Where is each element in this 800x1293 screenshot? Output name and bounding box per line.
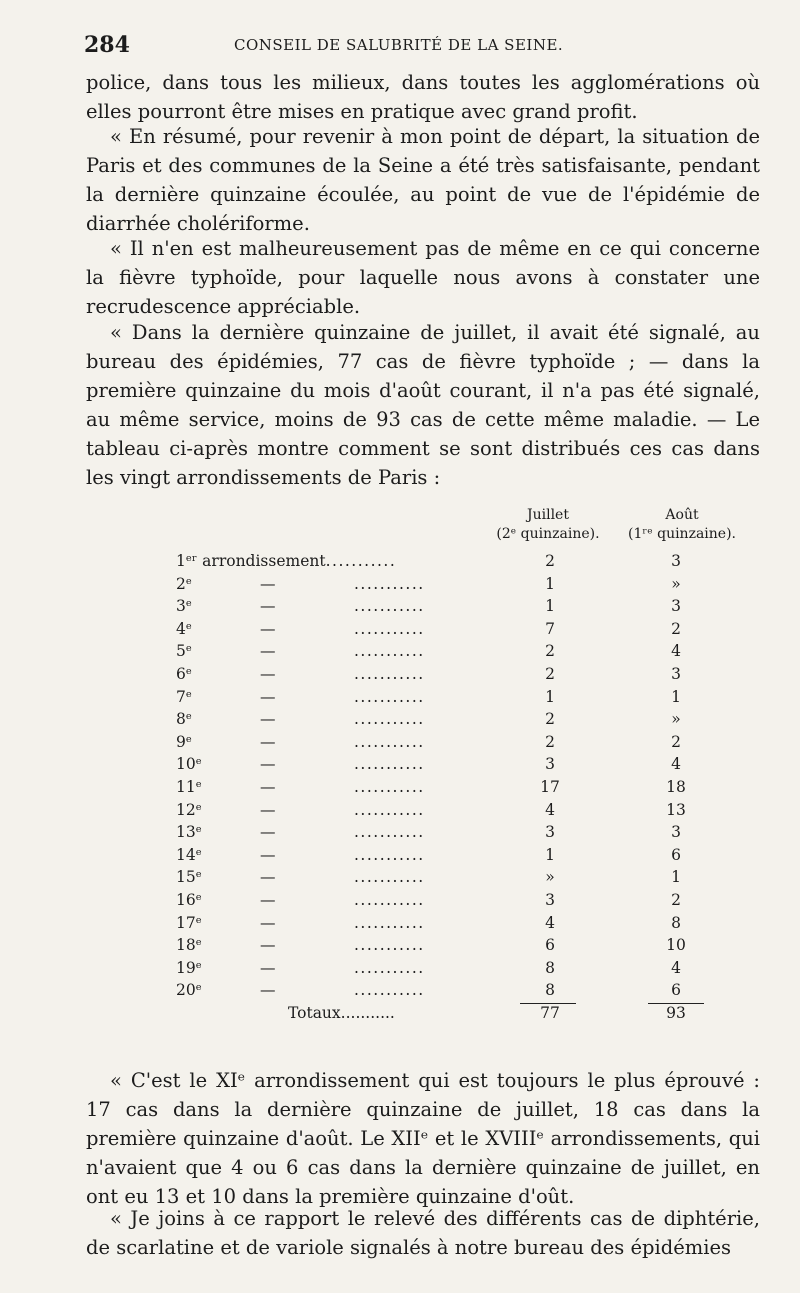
paragraph-2: « En résumé, pour revenir à mon point de départ, la situation de Paris et des communes de la Seine a été très satisfaisante, pendant la dernière quinzaine écoulée, au point de vue de l'épidémie de diarrhée cholériforme. [86,125,760,235]
table-row [168,959,728,981]
table-row [168,575,728,597]
row-ditto-dash: — [260,642,276,661]
page-number: 284 [84,32,130,58]
row-value-juillet: 1 [545,574,555,593]
paragraph-4: « Dans la dernière quinzaine de juillet, il avait été signalé, au bureau des épidémies, 77 cas de fièvre typhoïde ; — dans la première quinzaine du mois d'août courant, il n'a pas été signalé, au même service, moins de 93 cas de cette même maladie. — Le tableau ci-après montre comment se sont distribués ces cas dans les vingt arrondissements de Paris : [86,321,760,489]
row-leader-dots: ........... [354,574,425,593]
row-leader-dots: ........... [354,800,425,819]
row-ditto-dash: — [260,710,276,729]
column-title-juillet: Juillet [527,507,569,523]
row-value-aout: 1 [671,687,681,706]
row-label: 14ᵉ [176,845,202,864]
table-row [168,552,728,574]
row-value-juillet: 2 [545,732,555,751]
row-label: 11ᵉ [176,778,202,796]
table-row [168,891,728,913]
row-label: 15ᵉ [176,868,202,887]
row-leader-dots: ........... [354,755,425,774]
row-value-juillet: 3 [545,891,555,909]
table-row [168,801,728,823]
row-label: 7ᵉ [176,687,192,706]
table-row [168,868,728,890]
row-label: 12ᵉ [176,800,202,819]
total-juillet: 77 [540,1004,560,1022]
row-ditto-dash: — [260,597,276,616]
row-leader-dots: ........... [354,958,425,977]
row-value-aout: » [671,574,681,593]
row-ditto-dash: — [260,868,276,887]
row-label: 19ᵉ [176,958,202,977]
row-value-juillet: 2 [545,665,555,683]
paragraph-5: « C'est le XIᵉ arrondissement qui est toujours le plus éprouvé : 17 cas dans la dernière quinzaine de juillet, 18 cas dans la première quinzaine d'août. Le XIIᵉ et le XVIIIᵉ arrondissements, qui n'avaient que 4 ou 6 cas dans la dernière quinzaine de juillet, en ont eu 13 et 10 dans la première quinzaine d'oût. [86,1069,760,1208]
column-header-aout [612,506,752,544]
row-leader-dots: ........... [354,778,425,796]
row-ditto-dash: — [260,755,276,774]
row-ditto-dash: — [260,800,276,819]
table-row [168,688,728,710]
row-label: 18ᵉ [176,936,202,955]
table-row [168,846,728,868]
row-ditto-dash: — [260,687,276,706]
table-row [168,755,728,777]
row-value-aout: 4 [671,958,681,977]
table-row [168,620,728,642]
totals-label: Totaux........... [288,1004,395,1022]
row-ditto-dash: — [260,574,276,593]
row-label: 13ᵉ [176,823,202,842]
column-title-aout: Août [665,507,699,523]
row-value-aout: 3 [671,552,681,570]
row-ditto-dash: — [260,732,276,751]
table-row [168,733,728,755]
row-value-juillet: 3 [545,823,555,842]
paragraph-1: police, dans tous les milieux, dans toutes les agglomérations où elles pourront être mises en pratique avec grand profit. [86,71,760,123]
row-leader-dots: ........... [354,665,425,683]
row-leader-dots: ........... [354,732,425,751]
row-value-aout: 2 [671,732,681,751]
table-row [168,597,728,619]
totals-row [288,1004,748,1026]
column-subtitle-juillet: (2ᵉ quinzaine). [496,526,600,542]
row-ditto-dash: — [260,981,276,1000]
row-leader-dots: ........... [325,552,397,570]
row-value-juillet: 1 [545,845,555,864]
row-value-aout: 3 [671,665,681,683]
row-label: 8ᵉ [176,710,192,729]
row-value-juillet: 8 [545,981,555,1000]
row-value-aout: » [671,710,681,729]
paragraph-6: « Je joins à ce rapport le relevé des différents cas de diphtérie, de scarlatine et de variole signalés à notre bureau des épidémies [86,1207,760,1259]
table-row [168,642,728,664]
row-leader-dots: ........... [354,619,425,638]
row-value-juillet: 2 [545,552,555,570]
row-value-juillet: 7 [545,619,555,638]
row-ditto-dash: — [260,778,276,796]
row-label: 17ᵉ [176,913,202,932]
row-leader-dots: ........... [354,642,425,661]
row-leader-dots: ........... [354,913,425,932]
table-row [168,981,728,1003]
row-label: 16ᵉ [176,891,202,909]
table-row [168,778,728,800]
row-value-aout: 18 [666,778,686,796]
row-ditto-dash: — [260,845,276,864]
total-aout: 93 [666,1004,686,1022]
row-leader-dots: ........... [354,981,425,1000]
row-ditto-dash: — [260,665,276,683]
row-leader-dots: ........... [354,891,425,909]
row-value-aout: 1 [671,868,681,887]
row-label: 20ᵉ [176,981,202,1000]
row-leader-dots: ........... [354,868,425,887]
row-ditto-dash: — [260,936,276,955]
row-ditto-dash: — [260,913,276,932]
table-row [168,665,728,687]
row-label: 4ᵉ [176,619,192,638]
row-value-aout: 3 [671,823,681,842]
row-value-aout: 2 [671,891,681,909]
row-value-aout: 4 [671,755,681,774]
row-ditto-dash: — [260,891,276,909]
row-leader-dots: ........... [354,936,425,955]
row-value-aout: 13 [666,800,686,819]
row-leader-dots: ........... [354,687,425,706]
row-ditto-dash: — [260,823,276,842]
row-label: 9ᵉ [176,732,192,751]
row-label: 5ᵉ [176,642,192,661]
running-head: CONSEIL DE SALUBRITÉ DE LA SEINE. [234,36,564,54]
row-value-juillet: 4 [545,800,555,819]
row-value-aout: 6 [671,845,681,864]
table-row [168,823,728,845]
row-value-aout: 10 [666,936,686,955]
row-value-juillet: 8 [545,958,555,977]
row-value-juillet: » [545,868,555,887]
table-row [168,914,728,936]
row-value-juillet: 4 [545,913,555,932]
row-value-aout: 8 [671,913,681,932]
row-label: 6ᵉ [176,665,192,683]
table-row [168,936,728,958]
row-leader-dots: ........... [354,710,425,729]
row-leader-dots: ........... [354,597,425,616]
row-label: 3ᵉ [176,597,192,616]
row-ditto-dash: — [260,958,276,977]
row-value-juillet: 17 [540,778,560,796]
row-ditto-dash: — [260,619,276,638]
column-subtitle-aout: (1ʳᵉ quinzaine). [628,526,736,542]
paragraph-3: « Il n'en est malheureusement pas de même en ce qui concerne la fièvre typhoïde, pour laquelle nous avons à constater une recrudescence appréciable. [86,237,760,318]
row-value-juillet: 1 [545,687,555,706]
row-value-juillet: 2 [545,710,555,729]
row-value-juillet: 2 [545,642,555,661]
row-value-aout: 3 [671,597,681,616]
row-value-juillet: 3 [545,755,555,774]
row-value-aout: 6 [671,981,681,1000]
row-label: 2ᵉ [176,574,192,593]
row-leader-dots: ........... [354,845,425,864]
table-row [168,710,728,732]
row-value-aout: 2 [671,619,681,638]
row-value-juillet: 1 [545,597,555,616]
row-value-aout: 4 [671,642,681,661]
row-label: 10ᵉ [176,755,202,774]
row-label: 1ᵉʳ arrondissement........... [176,552,397,570]
row-value-juillet: 6 [545,936,555,955]
column-header-juillet [478,506,618,544]
row-leader-dots: ........... [354,823,425,842]
